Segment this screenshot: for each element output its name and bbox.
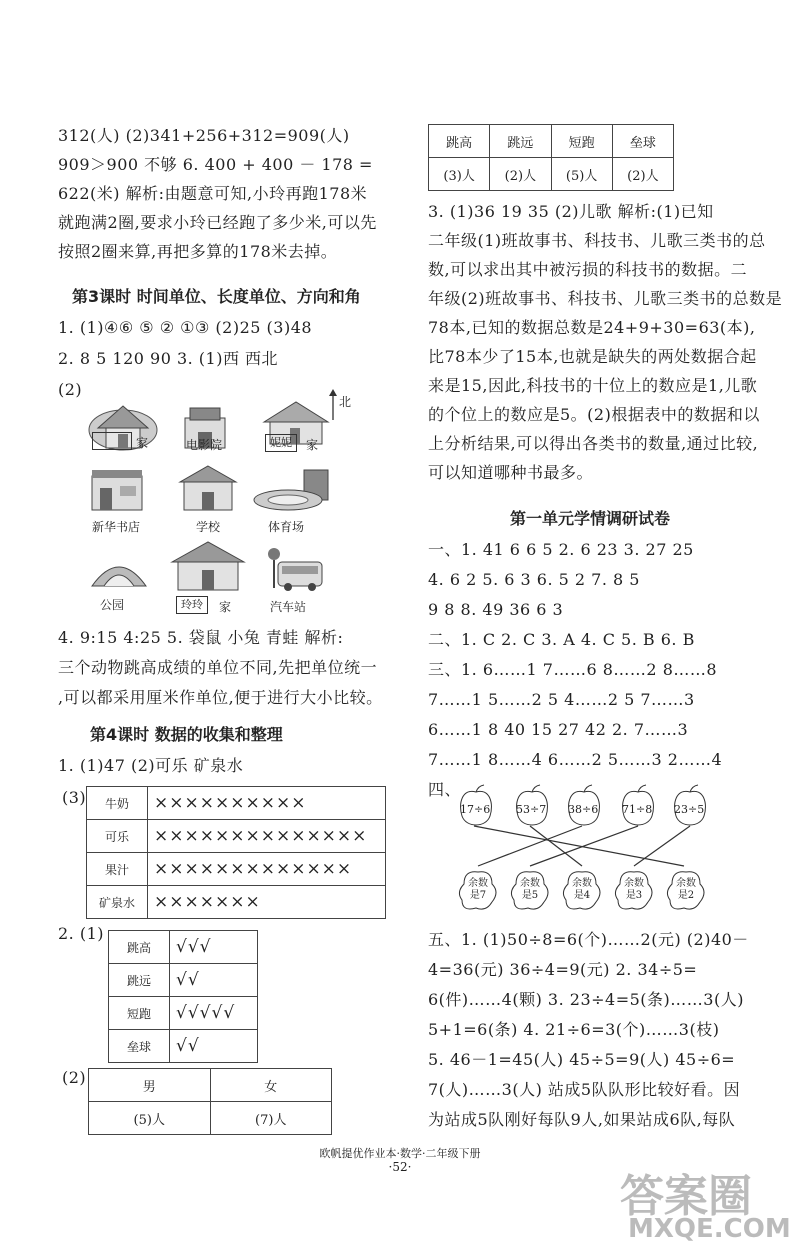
sport-count-table [428, 124, 674, 191]
value-cell: (5)人 [551, 158, 612, 191]
value-cell: (3)人 [429, 158, 490, 191]
header-cell: 女 [210, 1069, 332, 1102]
value-cell: (7)人 [210, 1102, 332, 1135]
sport-ticks: √√√√√ [170, 997, 258, 1030]
value-cell: (5)人 [89, 1102, 211, 1135]
text-line: 9 8 8. 49 36 6 3 [428, 600, 564, 619]
text-line: 一、1. 41 6 6 5 2. 6 23 3. 27 25 [428, 540, 694, 559]
sport-ticks: √√√ [170, 931, 258, 964]
table-row [109, 997, 258, 1030]
q3-label: (3) [62, 788, 87, 807]
cloud-text: 余数是4 [572, 878, 592, 901]
text-line: 909＞900 不够 6. 400 + 400 － 178 = [58, 155, 373, 174]
text-line: ,可以都采用厘米作单位,便于进行大小比较。 [58, 688, 383, 707]
text-line: 的个位上的数应是5。(2)根据表中的数据和以 [428, 405, 760, 424]
table-row [87, 820, 386, 853]
text-line: 来是15,因此,科技书的十位上的数应是1,儿歌 [428, 376, 758, 395]
text-line: 4=36(元) 36÷4=9(元) 2. 34÷5= [428, 960, 698, 979]
lingling-box: 玲玲 [176, 596, 208, 614]
text-line: 可以知道哪种书最多。 [428, 463, 594, 482]
text-line: 数,可以求出其中被污损的科技书的数据。二 [428, 260, 748, 279]
q2-2-label: (2) [62, 1068, 87, 1087]
drink-name: 可乐 [87, 820, 148, 853]
table-row [87, 886, 386, 919]
park-label: 公园 [100, 598, 125, 612]
table-row [109, 964, 258, 997]
cloud-text: 余数是2 [676, 878, 696, 901]
table-row [429, 125, 674, 158]
text-line: 三个动物跳高成绩的单位不同,先把单位统一 [58, 658, 378, 677]
table-row [87, 787, 386, 820]
gender-table [88, 1068, 332, 1135]
value-cell: (2)人 [612, 158, 673, 191]
home-blank-box [92, 432, 132, 450]
watermark-logo: 答案圈 [620, 1171, 752, 1222]
text-line: 1. (1)47 (2)可乐 矿泉水 [58, 756, 244, 775]
text-line: 7……1 8……4 6……2 5……3 2……4 [428, 750, 723, 769]
stadium-label: 体育场 [268, 520, 305, 534]
section4-label: 四、 [428, 780, 462, 799]
table-row [89, 1069, 332, 1102]
header-cell: 男 [89, 1069, 211, 1102]
text-line: 为站成5队刚好每队9人,如果站成6队,每队 [428, 1110, 736, 1129]
drink-name: 牛奶 [87, 787, 148, 820]
home-suffix: 家 [136, 436, 149, 450]
text-line: 1. (1)④⑥ ⑤ ② ①③ (2)25 (3)48 [58, 318, 313, 337]
text-line: 上分析结果,可以得出各类书的数量,通过比较, [428, 434, 759, 453]
nini-suffix: 家 [306, 438, 319, 452]
text-line: (2) [58, 380, 83, 399]
sport-ticks: √√ [170, 964, 258, 997]
cinema-label: 电影院 [186, 438, 223, 452]
text-line: 7(人)……3(人) 站成5队队形比较好看。因 [428, 1080, 741, 1099]
cloud-text: 余数是3 [624, 878, 644, 901]
lesson3-title: 第3课时 时间单位、长度单位、方向和角 [72, 287, 361, 306]
page-number: ·52· [388, 1160, 412, 1174]
table-row [429, 158, 674, 191]
house-icon [168, 540, 248, 592]
apple-expression: 17÷6 [460, 803, 491, 816]
bookstore-label: 新华书店 [92, 520, 141, 534]
sport-name: 跳高 [109, 931, 170, 964]
text-line: 比78本少了15本,也就是缺失的两处数据合起 [428, 347, 757, 366]
table-row [89, 1102, 332, 1135]
sport-tally-table [108, 930, 258, 1063]
text-line: 二年级(1)班故事书、科技书、儿歌三类书的总 [428, 231, 766, 250]
header-cell: 短跑 [551, 125, 612, 158]
drink-name: 矿泉水 [87, 886, 148, 919]
text-line: 3. (1)36 19 35 (2)儿歌 解析:(1)已知 [428, 202, 714, 221]
text-line: 五、1. (1)50÷8=6(个)……2(元) (2)40－ [428, 930, 749, 949]
drink-marks: ×××××××××× [148, 787, 386, 820]
bookstore-icon [88, 466, 146, 512]
header-cell: 跳远 [490, 125, 551, 158]
text-line: 按照2圈来算,再把多算的178米去掉。 [58, 242, 338, 261]
cloud-text: 余数是5 [520, 878, 540, 901]
apple-expression: 38÷6 [568, 803, 599, 816]
text-line: 5+1=6(条) 4. 21÷6=3(个)……3(枝) [428, 1020, 720, 1039]
apple-expression: 23÷5 [674, 803, 705, 816]
text-line: 就跑满2圈,要求小玲已经跑了多少米,可以先 [58, 213, 377, 232]
table-row [109, 931, 258, 964]
header-cell: 跳高 [429, 125, 490, 158]
text-line: 6……1 8 40 15 27 42 2. 7……3 [428, 720, 689, 739]
text-line: 4. 9:15 4:25 5. 袋鼠 小兔 青蛙 解析: [58, 628, 344, 647]
lingling-suffix: 家 [219, 600, 232, 614]
text-line: 5. 46－1=45(人) 45÷5=9(人) 45÷6= [428, 1050, 736, 1069]
watermark-url: MXQE.COM [628, 1214, 791, 1244]
text-line: 312(人) (2)341+256+312=909(人) [58, 126, 350, 145]
stadium-icon [252, 468, 332, 512]
bus-station-icon [262, 546, 324, 592]
text-line: 78本,已知的数据总数是24+9+30=63(本), [428, 318, 756, 337]
sport-name: 短跑 [109, 997, 170, 1030]
header-cell: 垒球 [612, 125, 673, 158]
text-line: 4. 6 2 5. 6 3 6. 5 2 7. 8 5 [428, 570, 640, 589]
text-line: 2. 8 5 120 90 3. (1)西 西北 [58, 349, 279, 368]
value-cell: (2)人 [490, 158, 551, 191]
table-row [109, 1030, 258, 1063]
apple-expression: 71÷8 [622, 803, 653, 816]
table-row [87, 853, 386, 886]
cloud-text: 余数是7 [468, 878, 488, 901]
q2-1-label: 2. (1) [58, 924, 105, 943]
drink-tally-table [86, 786, 386, 919]
drink-marks: ×××××××××××××× [148, 820, 386, 853]
exam-title: 第一单元学情调研试卷 [510, 509, 671, 528]
school-icon [178, 464, 238, 514]
footer-title: 欧帆提优作业本·数学·二年级下册 [319, 1147, 481, 1160]
sport-name: 垒球 [109, 1030, 170, 1063]
nini-box: 妮妮 [265, 434, 297, 452]
sport-ticks: √√ [170, 1030, 258, 1063]
north-label: 北 [339, 395, 352, 409]
sport-name: 跳远 [109, 964, 170, 997]
park-icon [88, 552, 150, 592]
text-line: 二、1. C 2. C 3. A 4. C 5. B 6. B [428, 630, 695, 649]
text-line: 7……1 5……2 5 4……2 5 7……3 [428, 690, 695, 709]
drink-name: 果汁 [87, 853, 148, 886]
north-arrow-icon [328, 388, 338, 422]
text-line: 年级(2)班故事书、科技书、儿歌三类书的总数是 [428, 289, 783, 308]
drink-marks: ××××××××××××× [148, 853, 386, 886]
text-line: 三、1. 6……1 7……6 8……2 8……8 [428, 660, 718, 679]
text-line: 622(米) 解析:由题意可知,小玲再跑178米 [58, 184, 368, 203]
drink-marks: ××××××× [148, 886, 386, 919]
text-line: 6(件)……4(颗) 3. 23÷4=5(条)……3(人) [428, 990, 744, 1009]
bus-station-label: 汽车站 [270, 600, 307, 614]
apple-expression: 53÷7 [516, 803, 547, 816]
school-label: 学校 [196, 520, 221, 534]
lesson4-title: 第4课时 数据的收集和整理 [90, 725, 283, 744]
